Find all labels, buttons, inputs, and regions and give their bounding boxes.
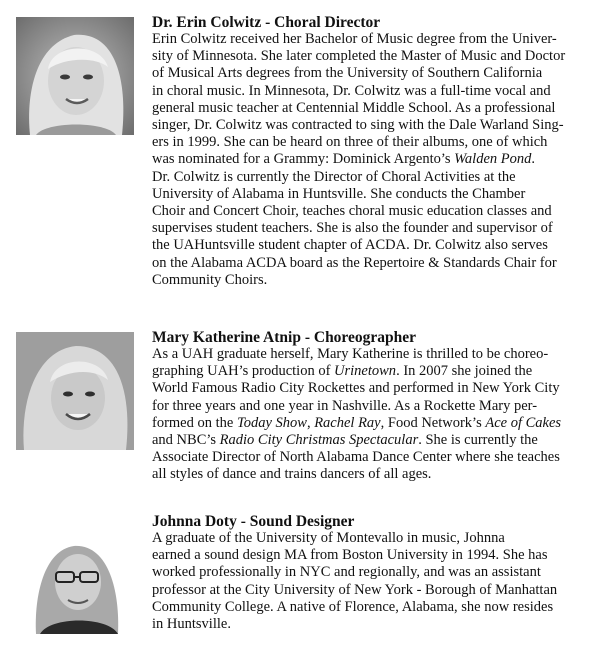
bio-description [152, 530, 592, 633]
bio-line: the UAHuntsville student chapter of ACDA. Dr. Colwitz also serves [152, 237, 548, 254]
bio-line: in choral music. In Minnesota, Dr. Colwitz was a full-time vocal and [152, 82, 551, 99]
bio-line: University of Alabama in Huntsville. She conducts the Chamber [152, 185, 526, 202]
bio-line: Erin Colwitz received her Bachelor of Music degree from the Univer- [152, 31, 557, 47]
bio-line: World Famous Radio City Rockettes and performed in New York City [152, 380, 560, 397]
bio-line: Dr. Colwitz is currently the Director of Choral Activities at the [152, 168, 516, 185]
portrait-photo-johnna-doty [16, 516, 134, 634]
bio-text: . [531, 151, 535, 168]
bio-text: formed on the [152, 414, 237, 431]
bio-line: on the Alabama ACDA board as the Repertoire & Standards Chair for [152, 254, 557, 271]
bio-line [152, 363, 592, 380]
production-title: Urinetown [334, 363, 397, 380]
bio-line: As a UAH graduate herself, Mary Katherine is thrilled to be choreo- [152, 346, 549, 362]
album-title: Walden Pond [454, 151, 532, 168]
bio-line: for three years and one year in Nashville. As a Rockette Mary per- [152, 397, 538, 414]
bio-line: all styles of dance and trains dancers of all ages. [152, 466, 432, 483]
portrait-photo-erin-colwitz [16, 17, 134, 135]
show-title: Ace of Cakes [485, 414, 562, 431]
show-title: Radio City Christmas Spectacular [219, 432, 419, 449]
bio-name: Mary Katherine Atnip - Choreographer [152, 329, 417, 346]
bio-line [152, 415, 592, 432]
bio-text: . She is currently the [418, 432, 538, 449]
bio-line: of Musical Arts degrees from the University of Southern California [152, 65, 543, 82]
bio-line: general music teacher at Centennial Middle School. As a professional [152, 99, 556, 116]
bio-text: , [306, 414, 315, 431]
portrait-image [16, 332, 134, 450]
bio-line: Choir and Concert Choir, teaches choral music education classes and [152, 203, 552, 220]
bio-text: was nominated for a Grammy: Dominick Argento’s [152, 151, 455, 168]
portrait-image [16, 17, 134, 135]
portrait-photo-mary-katherine-atnip [16, 332, 134, 450]
bio-line: Community Choirs. [152, 271, 268, 288]
bio-line: professor at the City University of New York - Borough of Manhattan [152, 581, 558, 598]
bio-text: , Food Network’s [380, 414, 486, 431]
bio-line: supervises student teachers. She is also the founder and supervisor of [152, 220, 553, 237]
bio-line: A graduate of the University of Montevallo in music, Johnna [152, 530, 505, 546]
bio-line [152, 432, 592, 449]
bio-line: ers in 1999. She can be heard on three of their albums, one of which [152, 134, 548, 151]
bio-description [152, 346, 592, 484]
bio-text: and NBC’s [152, 432, 220, 449]
bio-line: Community College. A native of Florence, Alabama, she now resides [152, 598, 554, 615]
bio-text: . In 2007 she joined the [396, 363, 533, 380]
bio-line: earned a sound design MA from Boston University in 1994. She has [152, 547, 548, 564]
portrait-image [16, 516, 134, 634]
bio-name: Johnna Doty - Sound Designer [152, 513, 355, 530]
bio-text: graphing UAH’s production of [152, 363, 335, 380]
bio-line: worked professionally in NYC and regionally, and was an assistant [152, 564, 541, 581]
show-title: Rachel Ray [314, 414, 381, 431]
show-title: Today Show [236, 414, 307, 431]
bio-line: in Huntsville. [152, 616, 231, 633]
bio-line: singer, Dr. Colwitz was contracted to sing with the Dale Warland Sing- [152, 117, 564, 134]
bio-name: Dr. Erin Colwitz - Choral Director [152, 14, 381, 31]
bio-line: sity of Minnesota. She later completed the Master of Music and Doctor [152, 48, 566, 65]
bio-description [152, 31, 592, 289]
bio-line [152, 151, 592, 168]
bio-line: Associate Director of North Alabama Dance Center where she teaches [152, 449, 560, 466]
